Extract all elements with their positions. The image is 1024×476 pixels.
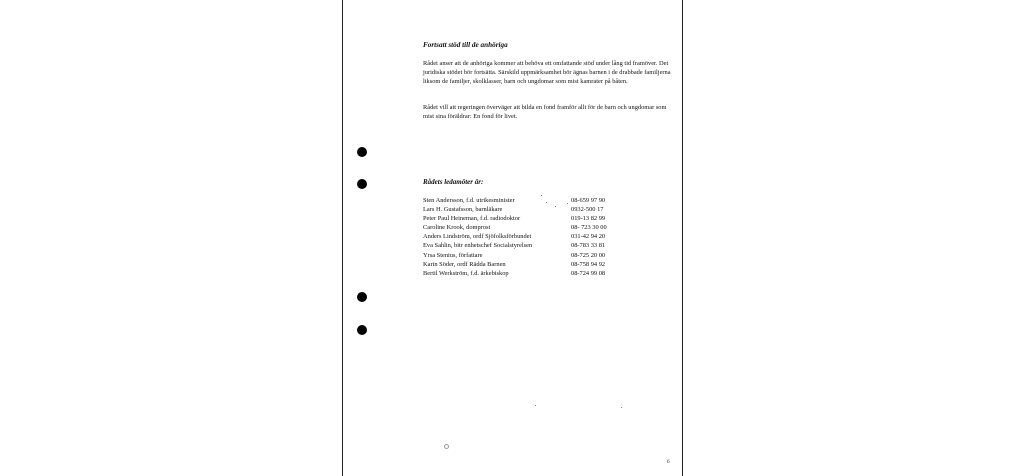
member-name: Yrsa Stenius, författare bbox=[423, 251, 483, 259]
speck bbox=[535, 405, 536, 406]
list-item bbox=[423, 241, 668, 250]
punch-hole-icon bbox=[357, 325, 367, 335]
list-item bbox=[423, 260, 668, 269]
member-phone: 08-725 20 00 bbox=[571, 251, 606, 259]
member-name: Bertil Werkström, f.d. ärkebiskop bbox=[423, 269, 509, 277]
circle-mark-icon bbox=[444, 444, 449, 449]
list-item bbox=[423, 205, 668, 214]
paragraph-support: Rådet anser att de anhöriga kommer att behöva ett omfattande stöd under lång tid framöver. Det juridiska stödet bör fortsätta. Särskild uppmärksamhet bör ägnas barnen i de drabbade familjerna liksom de familjer, skolklasser, barn och ungdomar som mist kamrater på båten. bbox=[423, 60, 671, 86]
page-number: 6 bbox=[667, 459, 670, 465]
member-phone: 08-758 94 92 bbox=[571, 260, 606, 268]
member-phone: 08-659 97 90 bbox=[571, 197, 606, 204]
member-name: Eva Sahlin, bitr enhetschef Socialstyrelsen bbox=[423, 242, 533, 250]
member-phone: 031-42 94 20 bbox=[571, 233, 606, 241]
member-name: Lars H. Gustafsson, barnläkare bbox=[423, 206, 503, 214]
members-heading: Rådets ledamöter är: bbox=[423, 178, 484, 186]
member-phone: 019-13 82 99 bbox=[571, 215, 606, 223]
member-name: Peter Paul Heineman, f.d. radiodoktor bbox=[423, 215, 521, 223]
list-item bbox=[423, 269, 668, 278]
member-name: Sten Andersson, f.d. utrikesminister bbox=[423, 197, 515, 204]
member-name: Karin Söder, ordf Rädda Barnen bbox=[423, 260, 506, 268]
list-item bbox=[423, 214, 668, 223]
member-name: Anders Lindström, ordf Sjöfolksförbundet bbox=[423, 233, 532, 241]
list-item bbox=[423, 251, 668, 260]
members-list bbox=[423, 196, 668, 278]
paragraph-fund: Rådet vill att regeringen överväger att bilda en fond framför allt för de barn och ungdomar som mist sina föräldrar: En fond för livet. bbox=[423, 104, 667, 121]
list-item bbox=[423, 223, 668, 232]
speck bbox=[621, 407, 622, 408]
punch-hole-icon bbox=[357, 147, 367, 157]
punch-hole-icon bbox=[357, 179, 367, 189]
list-item bbox=[423, 232, 668, 241]
punch-hole-icon bbox=[357, 292, 367, 302]
member-phone: 08-724 99 08 bbox=[571, 269, 606, 277]
member-name: Caroline Krook, domprost bbox=[423, 224, 491, 232]
member-phone: 08- 723 30 00 bbox=[571, 224, 607, 232]
list-item bbox=[423, 196, 668, 205]
member-phone: 0932-500 17 bbox=[571, 206, 604, 214]
member-phone: 08-783 33 81 bbox=[571, 242, 606, 250]
document-page bbox=[342, 0, 683, 476]
section-heading: Fortsatt stöd till de anhöriga bbox=[423, 41, 508, 49]
